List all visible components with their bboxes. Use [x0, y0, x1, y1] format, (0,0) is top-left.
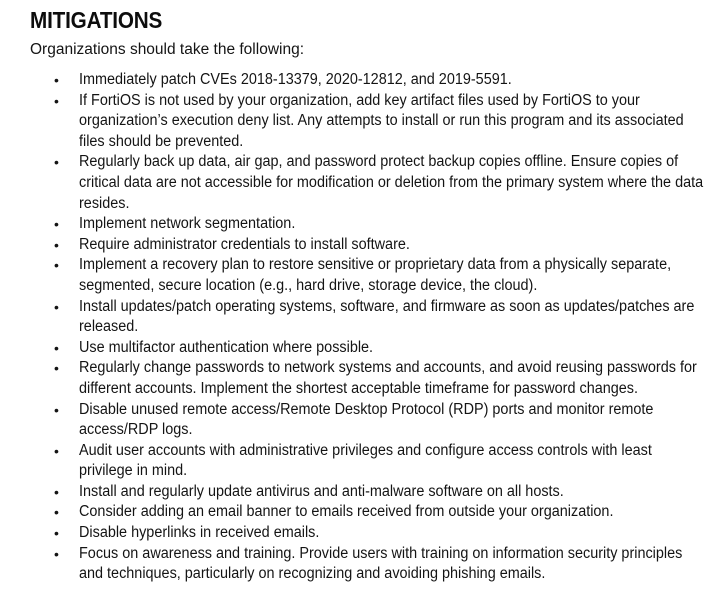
list-item: [0, 214, 707, 235]
list-item: [0, 523, 707, 544]
list-item-text: Regularly back up data, air gap, and password protect backup copies offline. Ensure copies of critical data are not accessible for modification or deletion from the primary system where the data resides.: [79, 153, 704, 212]
bullet-icon: •: [54, 339, 59, 356]
list-item: [0, 152, 707, 214]
bullet-icon: •: [54, 216, 59, 233]
intro-text: Organizations should take the following:: [30, 41, 304, 58]
list-item-text: Implement network segmentation.: [79, 215, 296, 233]
list-item-text: Install and regularly update antivirus and anti-malware software on all hosts.: [79, 482, 564, 500]
bullet-icon: •: [54, 442, 59, 459]
list-item: [0, 544, 707, 585]
list-item-text: Focus on awareness and training. Provide users with training on information security principles and techniques, particularly on recognizing and avoiding phishing emails.: [79, 544, 683, 583]
list-item-text: Disable hyperlinks in received emails.: [79, 524, 320, 542]
list-item: [0, 502, 707, 523]
list-item-text: Implement a recovery plan to restore sensitive or proprietary data from a physically separate, segmented, secure location (e.g., hard drive, storage device, the cloud).: [79, 256, 672, 294]
bullet-icon: •: [54, 72, 59, 88]
bullet-icon: •: [54, 257, 59, 274]
mitigations-list: [0, 70, 728, 585]
list-item-text: Audit user accounts with administrative privileges and configure access controls with least privilege in mind.: [79, 441, 652, 480]
list-item-text: Disable unused remote access/Remote Desktop Protocol (RDP) ports and monitor remote access/RDP logs.: [79, 400, 654, 439]
list-item-text: Require administrator credentials to install software.: [79, 235, 410, 253]
list-item: [0, 235, 707, 256]
section-heading: MITIGATIONS: [30, 7, 163, 33]
list-item: [0, 91, 707, 153]
bullet-icon: •: [54, 236, 59, 253]
bullet-icon: •: [54, 360, 59, 377]
list-item-text: Use multifactor authentication where possible.: [79, 338, 374, 356]
list-item: [0, 358, 707, 399]
list-item-text: Consider adding an email banner to emails received from outside your organization.: [79, 503, 614, 521]
list-item: [0, 255, 707, 296]
bullet-icon: •: [54, 298, 59, 315]
list-item: [0, 400, 707, 441]
list-item: [0, 441, 707, 482]
list-item-text: Regularly change passwords to network systems and accounts, and avoid reusing passwords for different accounts. Implement the shortest acceptable timeframe for password changes.: [79, 359, 697, 397]
list-item: [0, 297, 707, 338]
bullet-icon: •: [54, 154, 59, 171]
bullet-icon: •: [54, 545, 59, 562]
bullet-icon: •: [54, 483, 59, 500]
list-item: [0, 482, 707, 503]
bullet-icon: •: [54, 401, 59, 418]
list-item: [0, 338, 707, 359]
list-item-text: If FortiOS is not used by your organization, add key artifact files used by FortiOS to your organization’s execution deny list. Any attempts to install or run this program and its associated files should be prevented.: [79, 91, 684, 150]
bullet-icon: •: [54, 525, 59, 542]
list-item-text: Immediately patch CVEs 2018-13379, 2020-12812, and 2019-5591.: [79, 71, 512, 88]
list-item: [0, 70, 707, 91]
bullet-icon: •: [54, 92, 59, 109]
list-item-text: Install updates/patch operating systems, software, and firmware as soon as updates/patches are released.: [79, 297, 695, 336]
bullet-icon: •: [54, 504, 59, 521]
